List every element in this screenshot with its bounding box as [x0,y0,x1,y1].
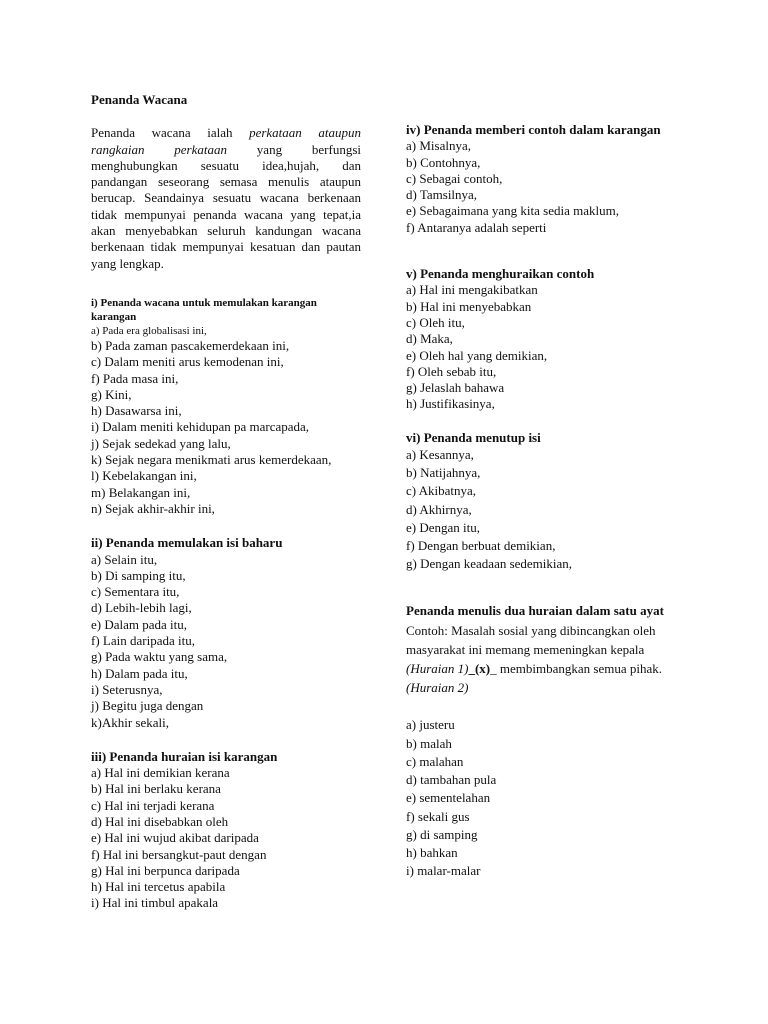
section-3 [91,749,361,912]
list-item: a) Selain itu, [91,551,158,567]
page-title: Penanda Wacana [91,92,188,107]
list-item: g) Jelaslah bahawa [406,380,505,396]
list-item: c) Hal ini terjadi kerana [91,797,215,813]
list-item: e) sementelahan [406,790,491,806]
example-huraian-2: (Huraian 2) [406,680,469,696]
list-item: b) Pada zaman pascakemerdekaan ini, [91,337,290,353]
section-2-heading: ii) Penanda memulakan isi baharu [91,535,283,551]
list-item: e) Sebagaimana yang kita sedia maklum, [406,203,619,219]
list-item: b) malah [406,735,452,751]
list-item: d) Lebih-lebih lagi, [91,600,192,616]
list-item: g) Dengan keadaan sedemikian, [406,556,573,572]
list-item: f) Dengan berbuat demikian, [406,538,556,554]
section-3-list [91,765,361,912]
list-item: a) Hal ini mengakibatkan [406,282,538,298]
list-item: k) Sejak negara menikmati arus kemerdekaan, [91,452,332,468]
intro-italic: perkataan ataupun rangkaian perkataan [91,125,361,157]
list-item: a) Kesannya, [406,447,474,463]
list-item: c) malahan [406,753,464,769]
section-2-list [91,552,361,731]
section-3-heading: iii) Penanda huraian isi karangan [91,748,278,764]
list-item: g) Pada waktu yang sama, [91,649,228,665]
example-text-1: Contoh: Masalah sosial yang dibincangkan oleh masyarakat ini memang memeningkan kepala [406,622,656,657]
list-item: i) Dalam meniti kehidupan pa marcapada, [91,419,310,435]
intro-text-2: yang berfungsi menghubungkan sesuatu idea,hujah, dan pandangan seseorang semasa menulis ataupun berucap. Seandainya sesuatu wacana berkenaan tidak mempunyai penanda wacana yang tepat,ia akan menyebabkan seluruh kandungan wacana berkenaan tidak mempunyai kesatuan dan pautan yang lengkap. [91,141,361,271]
section-5-list [406,282,674,412]
list-item: e) Dengan itu, [406,519,481,535]
intro-paragraph [91,125,361,272]
section-7-heading: Penanda menulis dua huraian dalam satu ayat [406,603,664,619]
section-1-first-item: a) Pada era globalisasi ini, [91,324,207,337]
section-6 [406,430,674,574]
list-item: g) Kini, [91,386,132,402]
list-item: a) Hal ini demikian kerana [91,765,230,781]
list-item: e) Oleh hal yang demikian, [406,347,548,363]
section-1-heading: i) Penanda wacana untuk memulakan karangan karangan [91,296,317,323]
list-item: j) Sejak sedekad yang lalu, [91,435,231,451]
list-item: g) Hal ini berpunca daripada [91,862,240,878]
section-7 [406,601,674,880]
list-item: c) Dalam meniti arus kemodenan ini, [91,354,284,370]
intro-text-1: Penanda wacana ialah [91,125,250,141]
section-4-list [406,138,674,236]
example-huraian-1: (Huraian 1) [406,661,469,677]
list-item: e) Dalam pada itu, [91,616,188,632]
list-item: c) Oleh itu, [406,314,465,330]
section-6-heading: vi) Penanda menutup isi [406,429,541,445]
list-item: b) Di samping itu, [91,567,186,583]
section-7-list [406,716,674,880]
section-1 [91,296,361,517]
list-item: a) Misalnya, [406,138,471,154]
list-item: l) Kebelakangan ini, [91,468,197,484]
example-underscore: _ [468,661,475,677]
list-item: d) Akhirnya, [406,501,472,517]
section-6-list [406,446,674,573]
left-column [91,92,361,912]
list-item: f) Hal ini bersangkut-paut dengan [91,846,267,862]
list-item: b) Hal ini menyebabkan [406,298,532,314]
section-5 [406,266,674,413]
example-text-2: _ membimbangkan semua pihak. [490,661,662,677]
list-item: k)Akhir sekali, [91,714,169,730]
list-item: h) Dasawarsa ini, [91,403,182,419]
list-item: f) Pada masa ini, [91,370,179,386]
list-item: f) Oleh sebab itu, [406,363,497,379]
list-item: h) Dalam pada itu, [91,665,188,681]
right-column [406,122,674,880]
list-item: d) tambahan pula [406,772,497,788]
list-item: m) Belakangan ini, [91,484,191,500]
list-item: a) justeru [406,717,455,733]
section-2 [91,535,361,731]
list-item: c) Sebagai contoh, [406,170,503,186]
section-4 [406,122,674,236]
list-item: h) Hal ini tercetus apabila [91,879,226,895]
list-item: i) Seterusnya, [91,681,163,697]
list-item: c) Akibatnya, [406,483,477,499]
section-1-list [91,338,361,517]
list-item: d) Maka, [406,331,453,347]
list-item: e) Hal ini wujud akibat daripada [91,830,259,846]
list-item: n) Sejak akhir-akhir ini, [91,500,215,516]
section-7-example [406,621,674,698]
list-item: b) Hal ini berlaku kerana [91,781,221,797]
list-item: h) bahkan [406,844,458,860]
section-4-heading: iv) Penanda memberi contoh dalam karangan [406,122,661,137]
list-item: f) Antaranya adalah seperti [406,219,547,235]
list-item: b) Natijahnya, [406,465,481,481]
list-item: d) Hal ini disebabkan oleh [91,813,229,829]
list-item: b) Contohnya, [406,154,481,170]
list-item: d) Tamsilnya, [406,187,478,203]
section-5-heading: v) Penanda menghuraikan contoh [406,266,595,282]
list-item: g) di samping [406,826,478,842]
list-item: j) Begitu juga dengan [91,698,204,714]
list-item: f) Lain daripada itu, [91,633,195,649]
list-item: h) Justifikasinya, [406,396,495,412]
example-x: (x) [474,661,491,677]
list-item: c) Sementara itu, [91,584,180,600]
list-item: f) sekali gus [406,808,470,824]
list-item: i) Hal ini timbul apakala [91,895,219,911]
list-item: i) malar-malar [406,863,481,879]
